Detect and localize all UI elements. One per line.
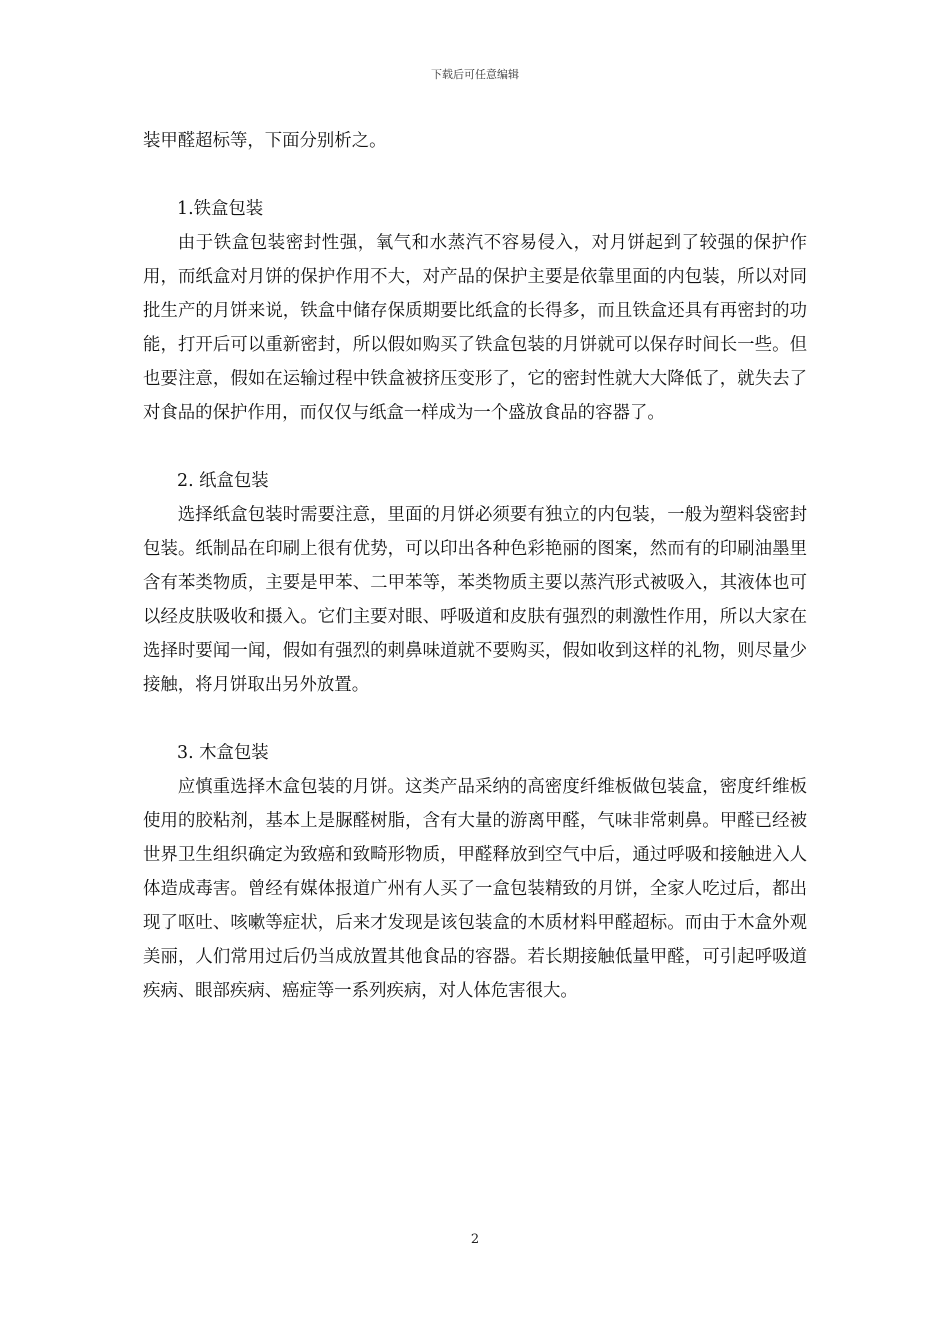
intro-paragraph: 装甲醛超标等，下面分别析之。 bbox=[143, 131, 387, 151]
section-paragraph-paper-box: 选择纸盒包装时需要注意，里面的月饼必须要有独立的内包装，一般为塑料袋密封包装。纸制品在印刷上很有优势，可以印出各种色彩艳丽的图案，然而有的印刷油墨里含有苯类物质，主要是甲苯、二甲苯等，苯类物质主要以蒸汽形式被吸入，其液体也可以经皮肤吸收和摄入。它们主要对眼、呼吸道和皮肤有强烈的刺激性作用，所以大家在选择时要闻一闻，假如有强烈的刺鼻味道就不要购买，假如收到这样的礼物，则尽量少接触，将月饼取出另外放置。 bbox=[143, 505, 807, 695]
section-heading-tin-box: 1.铁盒包装 bbox=[177, 199, 264, 219]
section-heading-paper-box: 2. 纸盒包装 bbox=[177, 471, 269, 491]
section-paragraph-wood-box: 应慎重选择木盒包装的月饼。这类产品采纳的高密度纤维板做包装盒，密度纤维板使用的胶粘剂，基本上是脲醛树脂，含有大量的游离甲醛，气味非常刺鼻。甲醛已经被世界卫生组织确定为致癌和致畸形物质，甲醛释放到空气中后，通过呼吸和接触进入人体造成毒害。曾经有媒体报道广州有人买了一盒包装精致的月饼，全家人吃过后，都出现了呕吐、咳嗽等症状，后来才发现是该包装盒的木质材料甲醛超标。而由于木盒外观美丽，人们常用过后仍当成放置其他食品的容器。若长期接触低量甲醛，可引起呼吸道疾病、眼部疾病、癌症等一系列疾病，对人体危害很大。 bbox=[143, 777, 807, 1001]
section-paragraph-tin-box: 由于铁盒包装密封性强，氧气和水蒸汽不容易侵入，对月饼起到了较强的保护作用，而纸盒对月饼的保护作用不大，对产品的保护主要是依靠里面的内包装，所以对同批生产的月饼来说，铁盒中储存保质期要比纸盒的长得多，而且铁盒还具有再密封的功能，打开后可以重新密封，所以假如购买了铁盒包装的月饼就可以保存时间长一些。但也要注意，假如在运输过程中铁盒被挤压变形了，它的密封性就大大降低了，就失去了对食品的保护作用，而仅仅与纸盒一样成为一个盛放食品的容器了。 bbox=[143, 233, 807, 423]
page-number: 2 bbox=[470, 1232, 480, 1247]
document-body bbox=[143, 124, 807, 1008]
page-header: 下载后可任意编辑 bbox=[431, 68, 519, 81]
section-heading-wood-box: 3. 木盒包装 bbox=[177, 743, 269, 763]
